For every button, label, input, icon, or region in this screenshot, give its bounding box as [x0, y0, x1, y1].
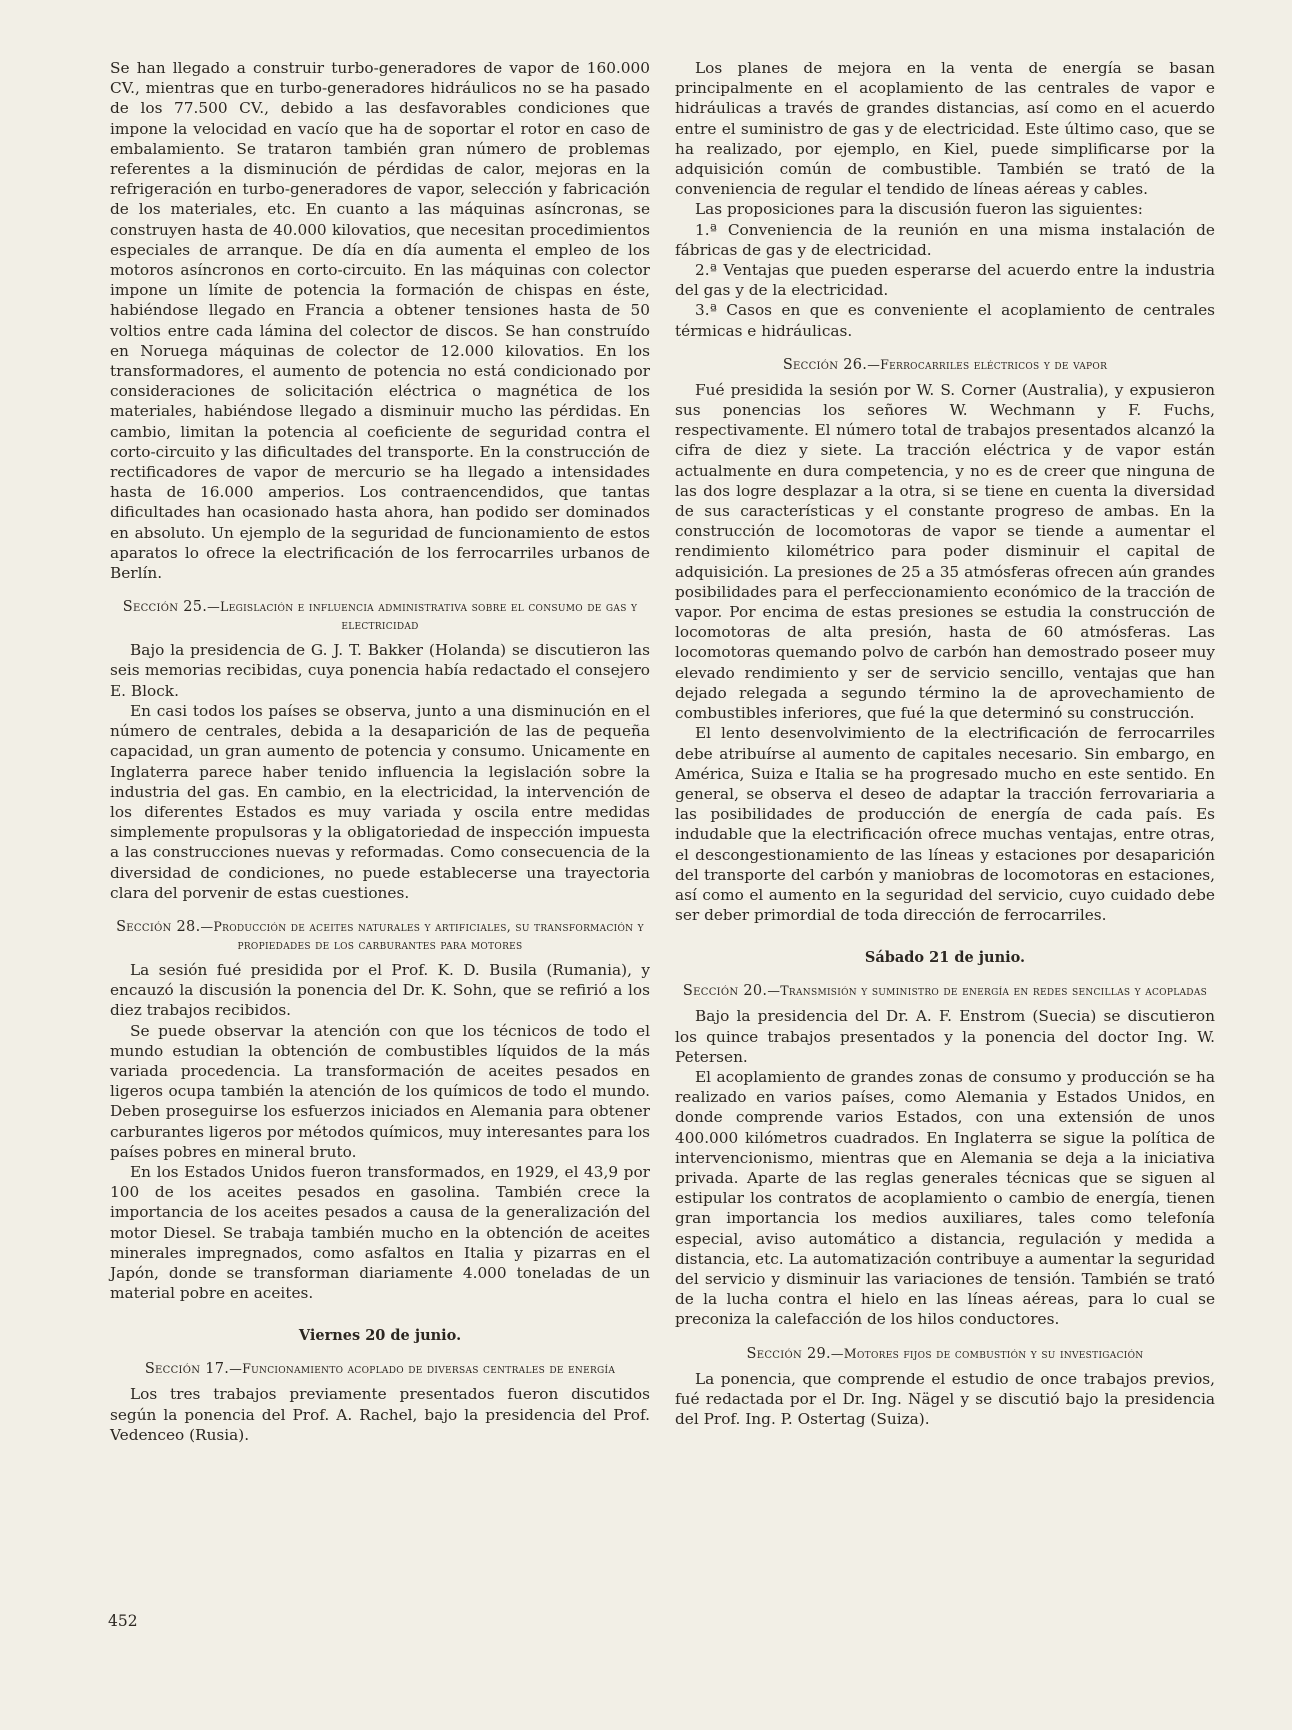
section-29-heading: [675, 1345, 1215, 1363]
section-title: —Producción de aceites naturales y artificiales, su transformación y propiedades de los carburantes para motores: [200, 918, 644, 952]
list-item: 2.ª Ventajas que pueden esperarse del acuerdo entre la industria del gas y de la electricidad.: [675, 261, 1215, 300]
section-title: —Funcionamiento acoplado de diversas centrales de energía: [229, 1361, 616, 1377]
body-paragraph: Se han llegado a construir turbo-generadores de vapor de 160.000 CV., mientras que en turbo-generadores hidráulicos no se ha pasado de los 77.500 CV., debido a las desfavorables condiciones que impone la velocidad en vacío que ha de soportar el rotor en caso de embalamiento. Se trataron también gran número de problemas referentes a la disminución de pérdidas de calor, mejoras en la refrigeración en turbo-generadores de vapor, selección y fabricación de los materiales, etc. En cuanto a las máquinas asíncronas, se construyen hasta de 40.000 kilovatios, que necesitan procedimientos especiales de arranque. De día en día aumenta el empleo de los motoros asíncronos en corto-circuito. En las máquinas con colector impone un límite de potencia la formación de chispas en éste, habiéndose llegado en Francia a obtener tensiones hasta de 50 voltios entre cada lámina del colector de discos. Se han construído en Noruega máquinas de colector de 12.000 kilovatios. En los transformadores, el aumento de potencia no está condicionado por consideraciones de solicitación eléctrica o magnética de los materiales, habiéndose llegado a disminuir mucho las pérdidas. En cambio, limitan la potencia al coeficiente de seguridad contra el corto-circuito y las dificultades del transporte. En la construcción de rectificadores de vapor de mercurio se ha llegado a intensidades hasta de 16.000 amperios. Los contraencendidos, que tantas dificultades han ocasionado hasta ahora, han podido ser dominados en absoluto. Un ejemplo de la seguridad de funcionamiento de estos aparatos lo ofrece la electrificación de los ferrocarriles urbanos de Berlín.: [110, 59, 650, 583]
list-item: 1.ª Conveniencia de la reunión en una misma instalación de fábricas de gas y de electricidad.: [675, 220, 1215, 259]
body-paragraph: En los Estados Unidos fueron transformados, en 1929, el 43,9 por 100 de los aceites pesados en gasolina. También crece la importancia de los aceites pesados a causa de la generalización del motor Diesel. Se trabaja también mucho en la obtención de aceites minerales impregnados, como asfaltos en Italia y pizarras en el Japón, donde se transforman diariamente 4.000 toneladas de un material pobre en aceites.: [110, 1162, 650, 1303]
section-25-heading: [110, 598, 650, 634]
section-number: Sección 20.: [682, 983, 768, 1000]
section-number: Sección 28.: [116, 918, 201, 935]
list-item: 3.ª Casos en que es conveniente el acoplamiento de centrales térmicas e hidráulicas.: [675, 301, 1215, 340]
section-title: —Ferrocarriles eléctricos y de vapor: [867, 356, 1108, 372]
date-heading-friday: Viernes 20 de junio.: [298, 1327, 462, 1345]
left-column: [110, 58, 650, 1445]
section-17-heading: [110, 1360, 650, 1378]
section-title: —Legislación e influencia administrativa sobre el consumo de gas y electricidad: [207, 599, 638, 633]
body-paragraph: Los tres trabajos previamente presentados fueron discutidos según la ponencia del Prof. A. Rachel, bajo la presidencia del Prof. Vedenceo (Rusia).: [110, 1385, 650, 1444]
body-paragraph: La ponencia, que comprende el estudio de once trabajos previos, fué redactada por el Dr. Ing. Nägel y se discutió bajo la presidencia del Prof. Ing. P. Ostertag (Suiza).: [675, 1369, 1215, 1428]
page-number: 452: [108, 1612, 138, 1630]
body-paragraph: El lento desenvolvimiento de la electrificación de ferrocarriles debe atribuírse al aumento de capitales necesario. Sin embargo, en América, Suiza e Italia se ha progresado mucho en este sentido. En general, se observa el deseo de adaptar la tracción ferrovariaria a las posibilidades de producción de energía de cada país. Es indudable que la electrificación ofrece muchas ventajas, entre otras, el descongestionamiento de las líneas y estaciones por desaparición del transporte del carbón y maniobras de locomotoras en estaciones, así como el aumento en la seguridad del servicio, cuyo cuidado debe ser deber primordial de toda dirección de ferrocarriles.: [675, 724, 1215, 925]
section-number: Sección 26.: [782, 356, 868, 373]
section-20-heading: [675, 982, 1215, 1000]
section-title: —Motores fijos de combustión y su investigación: [830, 1345, 1144, 1361]
body-paragraph: Fué presidida la sesión por W. S. Corner (Australia), y expusieron sus ponencias los señores W. Wechmann y F. Fuchs, respectivamente. El número total de trabajos presentados alcanzó la cifra de diez y siete. La tracción eléctrica y de vapor están actualmente en dura competencia, y no es de creer que ninguna de las dos logre desplazar a la otra, si se tiene en cuenta la diversidad de sus características y el constante progreso de ambas. En la construcción de locomotoras de vapor se tiende a aumentar el rendimiento kilométrico para poder disminuir el capital de adquisición. La presiones de 25 a 35 atmósferas ofrecen aún grandes posibilidades para el perfeccionamiento económico de la tracción de vapor. Por encima de estas presiones se estudia la construcción de locomotoras de alta presión, hasta de 60 atmósferas. Las locomotoras quemando polvo de carbón han demostrado poseer muy elevado rendimiento y ser de servicio sencillo, ventajas que han dejado relegada a segundo término la de aprovechamiento de combustibles inferiores, que fué la que determinó su construcción.: [675, 380, 1215, 723]
section-28-heading: [110, 918, 650, 954]
date-heading-saturday: Sábado 21 de junio.: [864, 949, 1026, 967]
body-paragraph: Se puede observar la atención con que los técnicos de todo el mundo estudian la obtención de combustibles líquidos de la más variada procedencia. La transformación de aceites pesados en ligeros ocupa también la atención de los químicos de todo el mundo. Deben proseguirse los esfuerzos iniciados en Alemania para obtener carburantes ligeros por métodos químicos, muy interesantes para los países pobres en mineral bruto.: [110, 1021, 650, 1161]
body-paragraph: Bajo la presidencia del Dr. A. F. Enstrom (Suecia) se discutieron los quince trabajos presentados y la ponencia del doctor Ing. W. Petersen.: [675, 1007, 1215, 1066]
section-title: —Transmisión y suministro de energía en redes sencillas y acopladas: [767, 983, 1208, 999]
body-paragraph: Los planes de mejora en la venta de energía se basan principalmente en el acoplamiento de las centrales de vapor e hidráulicas a través de grandes distancias, así como en el acuerdo entre el suministro de gas y de electricidad. Este último caso, que se ha realizado, por ejemplo, en Kiel, puede simplificarse por la adquisición común de combustible. También se trató de la conveniencia de regular el tendido de líneas aéreas y cables.: [675, 59, 1215, 199]
section-26-heading: [675, 356, 1215, 374]
body-paragraph: La sesión fué presidida por el Prof. K. D. Busila (Rumania), y encauzó la discusión la ponencia del Dr. K. Sohn, que se refirió a los diez trabajos recibidos.: [110, 960, 650, 1020]
body-paragraph: El acoplamiento de grandes zonas de consumo y producción se ha realizado en varios países, como Alemania y Estados Unidos, en donde comprende varios Estados, con una extensión de unos 400.000 kilómetros cuadrados. En Inglaterra se sigue la política de intervencionismo, mientras que en Alemania se deja a la iniciativa privada. Aparte de las reglas generales técnicas que se siguen al estipular los contratos de acoplamiento o cambio de energía, tienen gran importancia los medios auxiliares, tales como telefonía especial, aviso automático a distancia, regulación y medida a distancia, etc. La automatización contribuye a aumentar la seguridad del servicio y disminuir las variaciones de tensión. También se trató de la lucha contra el hielo en las líneas aéreas, para lo cual se preconiza la calefacción de los hilos conductores.: [675, 1067, 1215, 1329]
section-number: Sección 29.: [746, 1345, 831, 1362]
right-column: [675, 58, 1215, 1429]
body-paragraph: En casi todos los países se observa, junto a una disminución en el número de centrales, debida a la desaparición de las de pequeña capacidad, un gran aumento de potencia y consumo. Unicamente en Inglaterra parece haber tenido influencia la legislación sobre la industria del gas. En cambio, en la electricidad, la intervención de los diferentes Estados es muy variada y oscila entre medidas simplemente propulsoras y la obligatoriedad de inspección impuesta a las construcciones nuevas y reformadas. Como consecuencia de la diversidad de condiciones, no puede establecerse una trayectoria clara del porvenir de estas cuestiones.: [110, 701, 650, 902]
body-paragraph: Las proposiciones para la discusión fueron las siguientes:: [695, 200, 1143, 219]
body-paragraph: Bajo la presidencia de G. J. T. Bakker (Holanda) se discutieron las seis memorias recibidas, cuya ponencia había redactado el consejero E. Block.: [110, 641, 650, 700]
section-number: Sección 25.: [122, 599, 208, 616]
section-number: Sección 17.: [144, 1361, 230, 1378]
